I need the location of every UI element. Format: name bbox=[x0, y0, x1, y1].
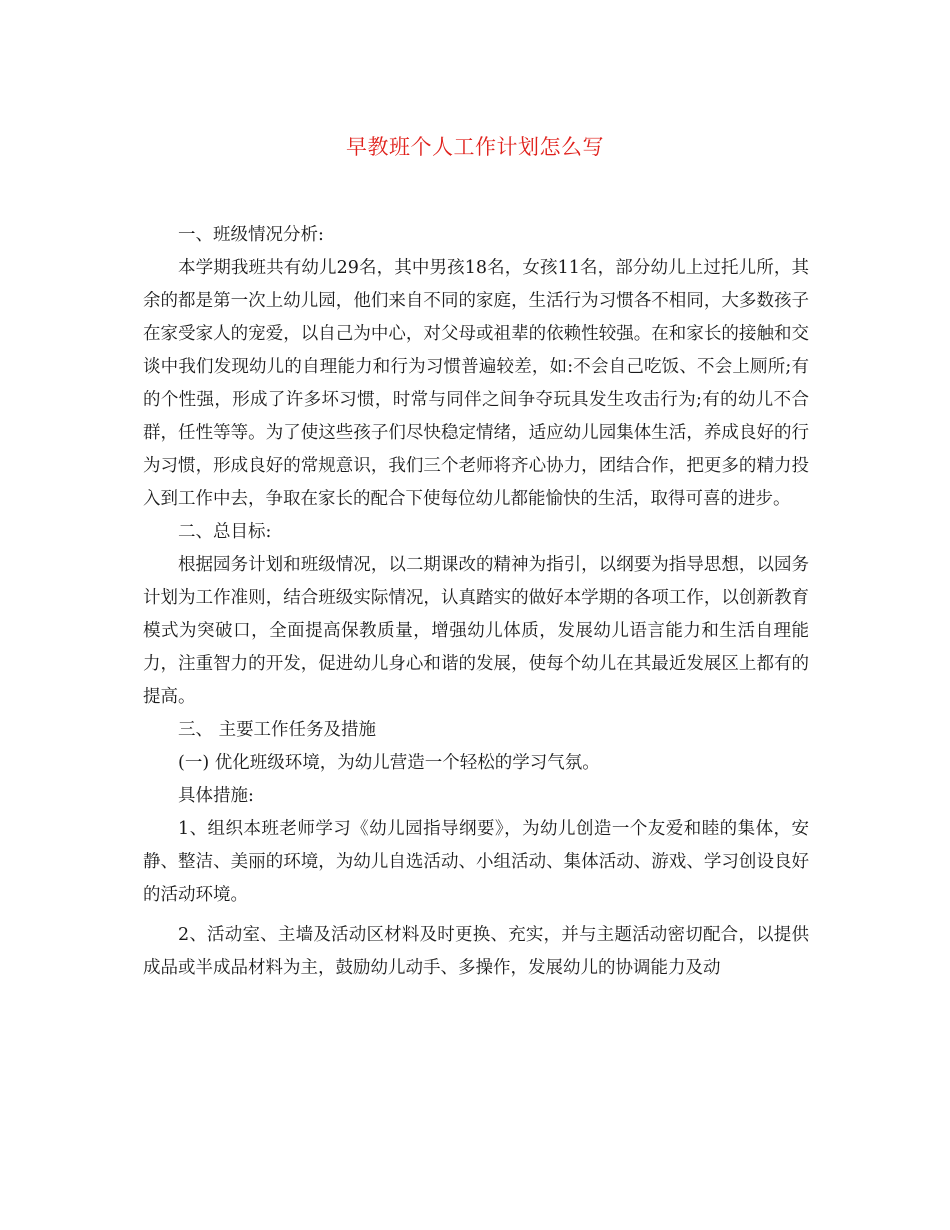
paragraph-measure-1: 1、组织本班老师学习《幼儿园指导纲要》，为幼儿创造一个友爱和睦的集体，安静、整洁、美丽的环境，为幼儿自选活动、小组活动、集体活动、游戏、学习创设良好的活动环境。 bbox=[143, 819, 809, 905]
section-heading-3: 三、 主要工作任务及措施 bbox=[178, 720, 377, 740]
section-heading-2: 二、总目标: bbox=[178, 522, 272, 542]
paragraph-measure-2: 2、活动室、主墙及活动区材料及时更换、充实，并与主题活动密切配合，以提供成品或半成品材料为主，鼓励幼儿动手、多操作，发展幼儿的协调能力及动 bbox=[143, 925, 809, 978]
paragraph-class-analysis: 本学期我班共有幼儿29名，其中男孩18名，女孩11名，部分幼儿上过托儿所，其余的都是第一次上幼儿园，他们来自不同的家庭，生活行为习惯各不相同，大多数孩子在家受家人的宠爱，以自己为中心，对父母或祖辈的依赖性较强。在和家长的接触和交谈中我们发现幼儿的自理能力和行为习惯普遍较差，如:不会自己吃饭、不会上厕所;有的个性强，形成了许多坏习惯，时常与同伴之间争夺玩具发生攻击行为;有的幼儿不合群，任性等等。为了使这些孩子们尽快稳定情绪，适应幼儿园集体生活，养成良好的行为习惯，形成良好的常规意识，我们三个老师将齐心协力，团结合作，把更多的精力投入到工作中去，争取在家长的配合下使每位幼儿都能愉快的生活，取得可喜的进步。 bbox=[143, 258, 809, 509]
measures-heading: 具体措施: bbox=[178, 786, 254, 806]
document-title: 早教班个人工作计划怎么写 bbox=[346, 135, 604, 159]
document-body bbox=[143, 219, 809, 985]
subsection-heading-1: (一) 优化班级环境，为幼儿营造一个轻松的学习气氛。 bbox=[178, 753, 600, 773]
paragraph-goals: 根据园务计划和班级情况，以二期课改的精神为指引，以纲要为指导思想，以园务计划为工作准则，结合班级实际情况，认真踏实的做好本学期的各项工作，以创新教育模式为突破口，全面提高保教质量，增强幼儿体质，发展幼儿语言能力和生活自理能力，注重智力的开发，促进幼儿身心和谐的发展，使每个幼儿在其最近发展区上都有的提高。 bbox=[143, 555, 809, 707]
section-heading-1: 一、班级情况分析: bbox=[178, 225, 324, 245]
